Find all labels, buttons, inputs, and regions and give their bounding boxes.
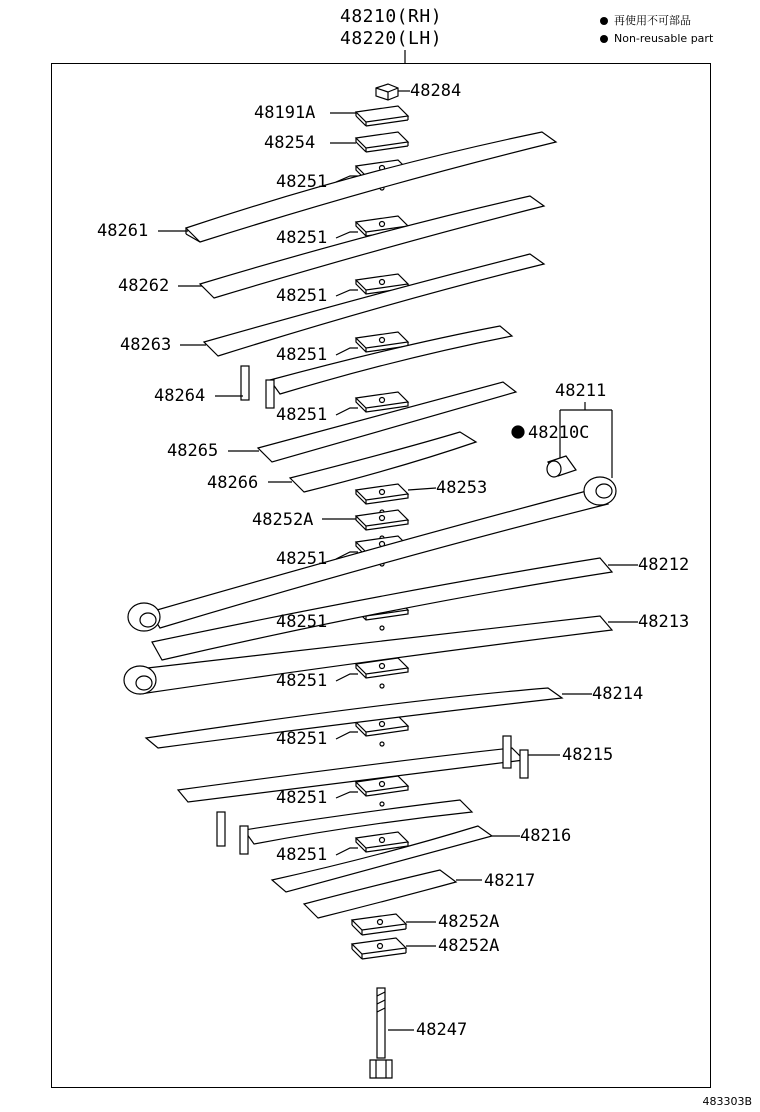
plate-48252A-lower-2	[352, 938, 406, 959]
label-48264: 48264	[154, 386, 206, 406]
label-48251-9: 48251	[276, 729, 328, 749]
label-48251-3: 48251	[276, 286, 328, 306]
label-48191A: 48191A	[254, 103, 316, 123]
diagram-code: 483303B	[702, 1095, 752, 1108]
leader-48251	[336, 792, 358, 798]
label-48261: 48261	[97, 221, 149, 241]
label-48253: 48253	[436, 478, 488, 498]
label-48262: 48262	[118, 276, 170, 296]
bolt-hole-dot	[380, 626, 384, 630]
plate-48252A-lower-1	[352, 914, 406, 935]
label-48216: 48216	[520, 826, 572, 846]
label-48215: 48215	[562, 745, 614, 765]
label-48251-7: 48251	[276, 612, 328, 632]
label-48251-4: 48251	[276, 345, 328, 365]
leader-48251	[336, 732, 358, 739]
label-48251-11: 48251	[276, 845, 328, 865]
center-plate	[356, 510, 408, 526]
leader-48251	[336, 408, 358, 415]
label-48247: 48247	[416, 1020, 468, 1040]
nut-48284	[376, 84, 398, 100]
center-plates	[322, 160, 436, 862]
label-48251-1: 48251	[276, 172, 328, 192]
label-48210C: 48210C	[528, 423, 590, 443]
leaf-48214	[146, 688, 562, 748]
label-48251-2: 48251	[276, 228, 328, 248]
label-48252A-1: 48252A	[252, 510, 314, 530]
leader-48251	[336, 290, 358, 296]
label-48252A-3: 48252A	[438, 936, 500, 956]
assembly-part-number-lh: 48220(LH)	[340, 28, 443, 49]
non-reusable-marker-48210C	[512, 426, 524, 438]
plate-48254	[356, 132, 408, 152]
assembly-part-number-rh: 48210(RH)	[340, 6, 443, 27]
legend-jp-text: 再使用不可部品	[614, 14, 691, 27]
label-48213: 48213	[638, 612, 690, 632]
label-48265: 48265	[167, 441, 219, 461]
label-48212: 48212	[638, 555, 690, 575]
leader-48253	[408, 488, 436, 490]
plate-48191A	[356, 106, 408, 126]
leader-48251	[336, 674, 358, 681]
label-48266: 48266	[207, 473, 259, 493]
leaf-48213	[124, 616, 612, 694]
center-plate	[356, 484, 408, 500]
center-plate	[356, 392, 408, 408]
label-48217: 48217	[484, 871, 536, 891]
label-48263: 48263	[120, 335, 172, 355]
label-48214: 48214	[592, 684, 644, 704]
center-bolt-48247	[370, 988, 392, 1078]
label-48251-6: 48251	[276, 549, 328, 569]
label-48284: 48284	[410, 81, 462, 101]
legend-en-text: Non-reusable part	[614, 32, 714, 45]
label-48252A-2: 48252A	[438, 912, 500, 932]
label-48254: 48254	[264, 133, 316, 153]
label-48211: 48211	[555, 381, 607, 401]
leader-48251	[336, 232, 358, 238]
bolt-hole-dot	[380, 742, 384, 746]
leader-48251	[336, 348, 358, 355]
leader-48251	[336, 848, 358, 855]
label-48251-5: 48251	[276, 405, 328, 425]
center-plate	[356, 832, 408, 848]
label-48251-10: 48251	[276, 788, 328, 808]
bushing-48210C	[547, 456, 576, 477]
label-48251-8: 48251	[276, 671, 328, 691]
bolt-hole-dot	[380, 684, 384, 688]
center-plate	[356, 332, 408, 348]
bolt-hole-dot	[380, 802, 384, 806]
